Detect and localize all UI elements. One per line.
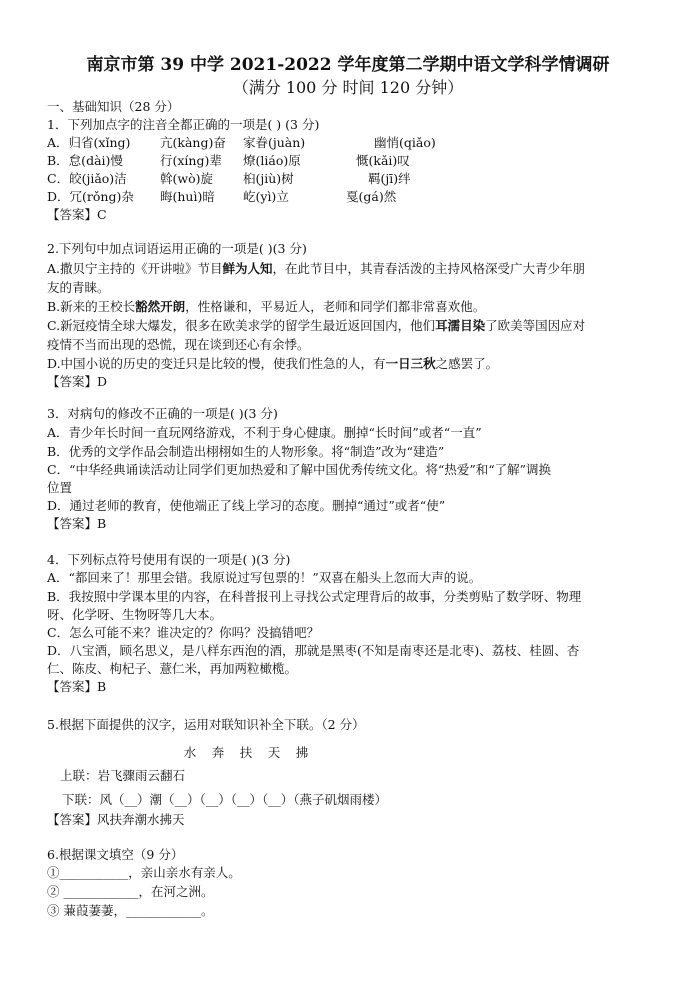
q2-stem: 2.下列句中加点词语运用正确的一项是( )(3 分) [47, 241, 307, 256]
q1-answer: 【答案】C [47, 207, 107, 222]
q2-c-keyword: 耳濡目染 [435, 318, 486, 333]
q5-char: 水 [183, 745, 197, 760]
q6-stem: 6.根据课文填空（9 分） [47, 847, 184, 862]
q1-option-b [47, 153, 410, 169]
q1-a-3: 家眷(juàn) [243, 135, 306, 150]
q4-option-d: D．八宝酒，顾名思义，是八样东西泡的酒，那就是黑枣(不知是南枣还是北枣)、荔枝、桂圆、杏 [47, 643, 580, 658]
q2-b-keyword: 豁然开朗 [135, 299, 186, 314]
section-heading: 一、基础知识（28 分） [47, 99, 180, 114]
q3-option-c-cont: 位置 [47, 480, 73, 495]
q4-option-c: C．怎么可能不来？谁决定的？你吗？没搞错吧？ [47, 625, 320, 640]
q3-option-c: C．“中华经典诵读活动让同学们更加热爱和了解中国优秀传统文化。将“热爱”和“了解”调换 [47, 462, 552, 477]
q6-line-3: ③ 蒹葭萋萋，____________。 [47, 903, 214, 918]
q2-c-text: C.新冠疫情全球大爆发，很多在欧美求学的留学生最近返回国内，他们 [47, 318, 436, 333]
q2-option-a [47, 261, 585, 277]
q1-a-1: A．归省(xǐng) [47, 135, 131, 150]
q5-lower-couplet: 下联：风（__）潮（__）（__）（__）（__）（燕子矶烟雨楼） [62, 792, 388, 807]
q2-a-keyword: 鲜为人知 [222, 261, 273, 276]
q2-option-b [47, 299, 485, 315]
q4-option-b: B．我按照中学课本里的内容，在科普报刊上寻找公式定理背后的故事，分类剪贴了数学呀、物理 [47, 589, 582, 604]
q1-d-2: 晦(huì)暗 [160, 189, 215, 204]
q5-char: 奔 [211, 745, 225, 760]
q1-b-4: 慨(kǎi)叹 [356, 153, 410, 168]
q6-line-1: ①___________，亲山亲水有亲人。 [47, 865, 241, 880]
q3-stem: 3．对病句的修改不正确的一项是( )(3 分) [47, 406, 278, 421]
q1-c-1: C．皎(jiǎo)洁 [47, 171, 127, 186]
q1-d-3: 屹(yì)立 [243, 189, 289, 204]
q2-c-text-end: 了欧美等国因应对 [485, 318, 586, 333]
q2-b-text-end: ，性格谦和，平易近人，老师和同学们都非常喜欢他。 [185, 299, 486, 314]
q3-option-a: A．青少年长时间一直玩网络游戏，不利于身心健康。删掉“长时间”或者“一直” [47, 425, 482, 440]
q2-a-text: A.撒贝宁主持的《开讲啦》节目 [47, 261, 223, 276]
q1-option-d [47, 189, 396, 205]
q2-d-keyword: 一日三秋 [385, 356, 436, 371]
q5-character-bank [176, 745, 316, 761]
q3-option-b: B．优秀的文学作品会制造出栩栩如生的人物形象。将“制造”改为“建造” [47, 444, 445, 459]
q5-char: 扶 [239, 745, 253, 760]
q1-a-4: 幽悄(qiǎo) [374, 135, 436, 150]
q5-answer: 【答案】风扶奔潮水拂天 [47, 812, 185, 827]
q5-char: 天 [267, 745, 281, 760]
q4-stem: 4．下列标点符号使用有误的一项是( )(3 分) [47, 552, 291, 567]
q2-option-a-cont: 友的青睐。 [47, 280, 110, 295]
q1-stem: 1．下列加点字的注音全都正确的一项是( ) (3 分) [47, 117, 320, 132]
q5-upper-couplet: 上联：岩飞骤雨云翻石 [60, 768, 186, 783]
q1-c-2: 斡(wò)旋 [160, 171, 213, 186]
q1-option-c [47, 171, 411, 187]
q3-answer: 【答案】B [47, 516, 107, 531]
q1-d-4: 戛(gá)然 [346, 189, 397, 204]
q2-answer: 【答案】D [47, 374, 108, 389]
q1-b-3: 燎(liáo)原 [243, 153, 301, 168]
q1-c-3: 桕(jiù)树 [243, 171, 294, 186]
q3-option-d: D．通过老师的教育，使他端正了线上学习的态度。删掉“通过”或者“使” [47, 498, 446, 513]
q5-stem: 5.根据下面提供的汉字，运用对联知识补全下联。（2 分） [47, 717, 365, 732]
q4-option-d-cont: 仁、陈皮、枸杞子、薏仁米，再加两粒橄榄。 [47, 661, 298, 676]
q5-char: 拂 [295, 745, 309, 760]
q2-a-text-end: ，在此节目中，其青春活泼的主持风格深受广大青少年朋 [272, 261, 586, 276]
q2-option-d [47, 356, 498, 372]
q6-line-2: ② ____________，在河之洲。 [47, 884, 214, 899]
q2-d-text: D.中国小说的历史的变迁只是比较的慢，使我们性急的人，有 [47, 356, 386, 371]
q4-option-b-cont: 呀、化学呀、生物呀等几大本。 [47, 607, 223, 622]
q4-answer: 【答案】B [47, 679, 107, 694]
q2-option-c [47, 318, 585, 334]
q2-option-c-cont: 疫情不当而出现的恐慌，现在谈到还心有余悸。 [47, 337, 310, 352]
q1-option-a [47, 135, 436, 151]
q2-b-text: B.新来的王校长 [47, 299, 136, 314]
q1-a-2: 亢(kàng)奋 [160, 135, 226, 150]
q1-b-1: B．怠(dài)慢 [47, 153, 123, 168]
q1-d-1: D．冗(rǒng)杂 [47, 189, 134, 204]
page-subtitle: （满分 100 分 时间 120 分钟） [232, 78, 464, 97]
page-title: 南京市第 39 中学 2021-2022 学年度第二学期中语文学科学情调研 [86, 55, 610, 75]
q1-b-2: 行(xíng)辈 [160, 153, 222, 168]
q4-option-a: A．“都回来了！那里会错。我原说过写包票的！”双喜在船头上忽而大声的说。 [47, 570, 482, 585]
q2-d-text-end: 之感罢了。 [435, 356, 499, 371]
q1-c-4: 羁(jī)绊 [368, 171, 411, 186]
